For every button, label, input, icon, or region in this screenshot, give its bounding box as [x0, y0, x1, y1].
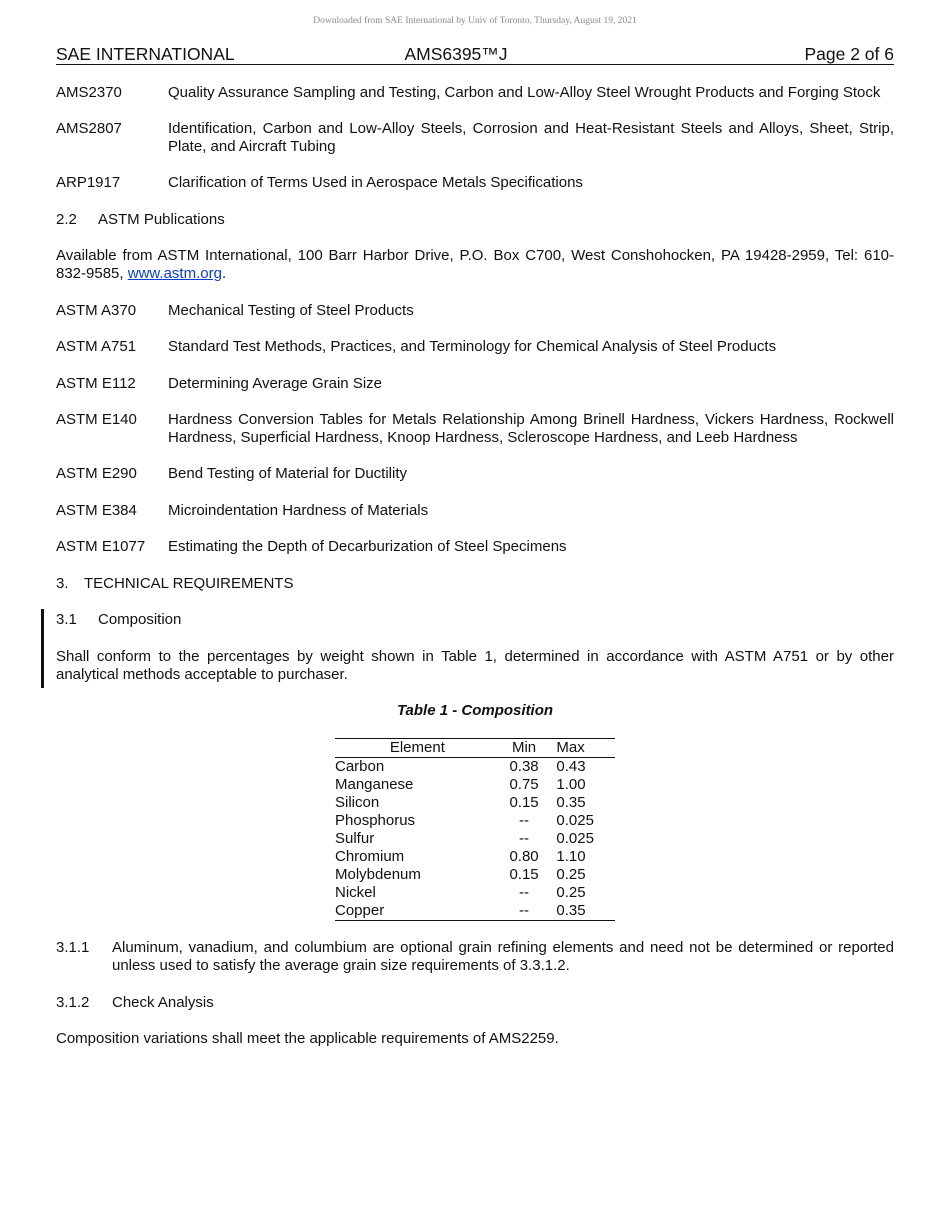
table-row: [335, 812, 615, 830]
reference-title: Quality Assurance Sampling and Testing, Carbon and Low-Alloy Steel Wrought Products and Forging Stock: [168, 84, 881, 101]
table-cell: Nickel: [335, 884, 376, 901]
reference-title: Hardness Conversion Tables for Metals Relationship Among Brinell Hardness, Vickers Hardness, Rockwell Hardness, Superficial Hardness, Knoop Hardness, Scleroscope Hardness, and Leeb Hardness: [168, 411, 894, 446]
section-title: Check Analysis: [112, 994, 214, 1011]
section-heading-2-2: [56, 211, 894, 229]
table-cell: 0.15: [509, 794, 539, 811]
table-cell: Copper: [335, 902, 385, 919]
table-row: [335, 794, 615, 812]
check-analysis-paragraph: Composition variations shall meet the applicable requirements of AMS2259.: [56, 1030, 559, 1047]
reference-title: Clarification of Terms Used in Aerospace Metals Specifications: [168, 174, 583, 191]
table-cell: Molybdenum: [335, 866, 421, 883]
reference-title: Standard Test Methods, Practices, and Terminology for Chemical Analysis of Steel Products: [168, 338, 777, 355]
table-row: [335, 866, 615, 884]
reference-item: [56, 84, 894, 102]
section-number: 3.: [56, 575, 69, 592]
reference-title: Microindentation Hardness of Materials: [168, 502, 429, 519]
table-header-row: [335, 739, 615, 758]
download-notice: Downloaded from SAE International by Univ of Toronto, Thursday, August 19, 2021: [313, 16, 637, 26]
reference-code: ASTM A751: [56, 338, 137, 355]
section-heading-3-1-2: [56, 994, 894, 1012]
table-row: [335, 884, 615, 902]
composition-table: [335, 738, 615, 921]
reference-item: [56, 174, 894, 192]
reference-item: [56, 375, 894, 393]
table-cell: 1.10: [556, 848, 586, 865]
table-cell: 0.25: [556, 884, 586, 901]
section-3-1-1: [56, 939, 894, 975]
column-header: Max: [548, 739, 615, 758]
table-cell: Sulfur: [335, 830, 375, 847]
header-org: SAE INTERNATIONAL: [56, 44, 235, 64]
table-caption: Table 1 - Composition: [396, 702, 554, 719]
reference-item: [56, 538, 894, 556]
section-number: 3.1: [56, 611, 77, 628]
section-heading-3: [56, 575, 894, 593]
column-header: Element: [335, 739, 500, 758]
table-row: [335, 902, 615, 921]
reference-item: [56, 120, 894, 156]
reference-item: [56, 411, 894, 447]
table-cell: Phosphorus: [335, 812, 416, 829]
section-heading-3-1: [56, 611, 894, 629]
table-cell: --: [519, 884, 530, 901]
reference-code: ASTM E1077: [56, 538, 146, 555]
reference-code: ASTM A370: [56, 302, 137, 319]
table-cell: 0.75: [509, 776, 539, 793]
section-number: 3.1.1: [56, 939, 90, 956]
table-cell: 0.025: [556, 812, 594, 829]
reference-title: Bend Testing of Material for Ductility: [168, 465, 407, 482]
table-row: [335, 758, 615, 777]
section-text: Aluminum, vanadium, and columbium are optional grain refining elements and need not be determined or reported unless used to satisfy the average grain size requirements of 3.3.1.2.: [112, 939, 894, 974]
table-cell: Chromium: [335, 848, 405, 865]
table-cell: 0.38: [509, 758, 539, 775]
reference-code: ASTM E384: [56, 502, 137, 519]
table-cell: 0.15: [509, 866, 539, 883]
reference-code: AMS2807: [56, 120, 122, 137]
table-cell: 0.43: [556, 758, 586, 775]
reference-title: Determining Average Grain Size: [168, 375, 382, 392]
composition-paragraph: Shall conform to the percentages by weight shown in Table 1, determined in accordance with ASTM A751 or by other analytical methods acceptable to purchaser.: [56, 648, 894, 683]
section-title: ASTM Publications: [98, 211, 225, 228]
reference-code: ASTM E112: [56, 375, 136, 392]
reference-code: ASTM E140: [56, 411, 137, 428]
revision-change-bar: [41, 609, 44, 688]
astm-website-link[interactable]: www.astm.org: [127, 265, 222, 282]
table-cell: 0.35: [556, 902, 586, 919]
reference-title: Mechanical Testing of Steel Products: [168, 302, 414, 319]
availability-period: .: [221, 265, 227, 282]
table-cell: 0.25: [556, 866, 586, 883]
table-cell: --: [519, 830, 530, 847]
reference-item: [56, 465, 894, 483]
reference-item: [56, 502, 894, 520]
table-cell: Manganese: [335, 776, 414, 793]
section-number: 3.1.2: [56, 994, 90, 1011]
reference-item: [56, 302, 894, 320]
section-title: Composition: [98, 611, 182, 628]
table-cell: Silicon: [335, 794, 380, 811]
table-cell: 0.025: [556, 830, 594, 847]
section-title: TECHNICAL REQUIREMENTS: [84, 575, 294, 592]
table-cell: 1.00: [556, 776, 586, 793]
table-row: [335, 776, 615, 794]
table-cell: --: [519, 812, 530, 829]
astm-availability-paragraph: [56, 247, 894, 283]
reference-code: AMS2370: [56, 84, 122, 101]
table-row: [335, 830, 615, 848]
table-cell: Carbon: [335, 758, 385, 775]
availability-text: Available from ASTM International, 100 Barr Harbor Drive, P.O. Box C700, West Conshohocken, PA 19428-2959, Tel: 610-832-9585,: [56, 247, 894, 282]
header-page-number: Page 2 of 6: [804, 44, 894, 64]
header-doc-number: AMS6395™J: [404, 44, 508, 64]
page-header: [56, 44, 894, 65]
reference-item: [56, 338, 894, 356]
table-row: [335, 848, 615, 866]
table-cell: --: [519, 902, 530, 919]
section-number: 2.2: [56, 211, 77, 228]
reference-code: ASTM E290: [56, 465, 137, 482]
table-cell: 0.35: [556, 794, 586, 811]
table-cell: 0.80: [509, 848, 539, 865]
reference-title: Estimating the Depth of Decarburization of Steel Specimens: [168, 538, 567, 555]
column-header: Min: [500, 739, 549, 758]
reference-title: Identification, Carbon and Low-Alloy Steels, Corrosion and Heat-Resistant Steels and Alloys, Sheet, Strip, Plate, and Aircraft Tubing: [168, 120, 894, 155]
reference-code: ARP1917: [56, 174, 121, 191]
